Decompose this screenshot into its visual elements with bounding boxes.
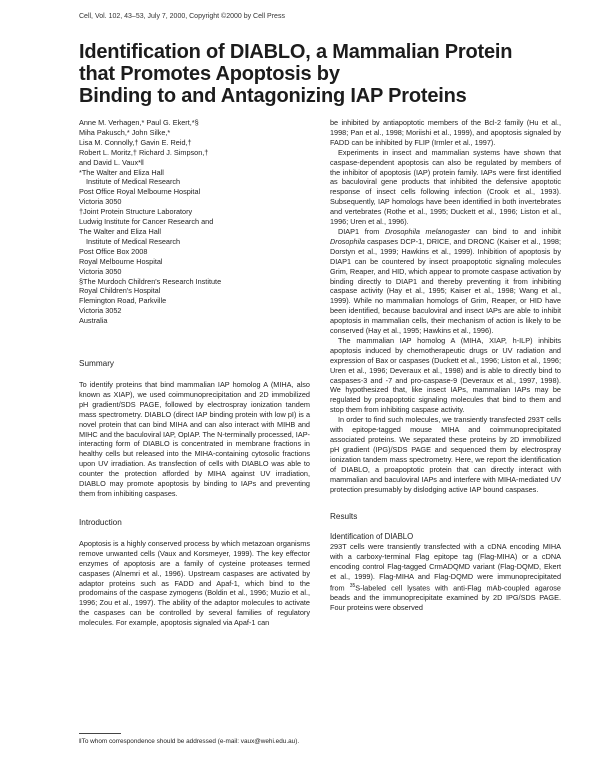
title-line: Identification of DIABLO, a Mammalian Protein [79,41,513,63]
author-line: Lisa M. Connolly,† Gavin E. Reid,† [79,137,192,147]
affiliation-line: †Joint Protein Structure Laboratory [79,207,193,217]
affiliation-line: Victoria 3052 [79,306,122,316]
paragraph-text: can bind to and inhibit [469,226,561,236]
summary-text: To identify proteins that bind mammalian IAP homolog A (MIHA, also known as XIAP), we used coimmunoprecipitation and 2D immobilized pH gradient/SDS PAGE, followed by electrospray ionization tandem mass spectrometry. DIABLO (direct IAP binding protein with low pI) is a novel protein that can bind MIHA and can also interact with MIHB and MIHC and the baculoviral IAP, OpIAP. The N-terminally processed, IAP-interacting form of DIABLO is concentrated in membrane fractions in healthy cells but released into the MIHA-containing cytosolic fractions upon UV irradiation. As transfection of cells with DIABLO was able to counter the protection afforded by MIHA against UV irradiation, DIABLO may promote apoptosis by binding to IAPs and preventing them from inhibiting caspases. [79,380,310,498]
author-line: Robert L. Moritz,† Richard J. Simpson,† [79,147,209,157]
affiliation-line: Institute of Medical Research [86,236,181,246]
author-line: Miha Pakusch,* John Silke,* [79,127,171,137]
body-paragraph [330,542,561,613]
affiliation-line: Ludwig Institute for Cancer Research and [79,217,214,227]
body-paragraph: The mammalian IAP homolog A (MIHA, XIAP, h-ILP) inhibits apoptosis induced by chemotherapeutic drugs or UV radiation and expression of Bax or caspases (Duckett et al., 1996; Liston et al., 1996; Uren et al., 1996; Deveraux et al., 1998) and is able to directly bind to caspases-3 and -7 and pro-caspase-9 (Deveraux et al., 1997, 1998). We hypothesized that, like insect IAPs, mammalian IAPs may be regulated by proapoptotic signaling molecules that bind to them and stop them from inhibiting caspase activity. [330,335,561,415]
affiliation-line: Victoria 3050 [79,266,122,276]
paragraph-text: S-labeled cell lysates with anti-Flag mAb-coupled agarose beads and the immunoprecipitate examined by 2D IPG/SDS PAGE. Four proteins were observed [330,583,561,613]
affiliation-line: Australia [79,316,108,326]
genus-name: Drosophila [330,236,365,246]
affiliation-line: *The Walter and Eliza Hall [79,167,164,177]
body-paragraph: In order to find such molecules, we transiently transfected 293T cells with epitope-tagged mouse MIHA and coimmunoprecipitated associated proteins. We separated these proteins by 2D immobilized pH gradient (IPG)/SDS PAGE and sequenced them by electrospray ionization tandem mass spectrometry. Here, we report the identification of DIABLO, a proapoptotic protein that can directly interact with mammalian and baculoviral IAPs and interfere with MIHA-mediated UV protection presumably by dislodging active IAP bound caspases. [330,415,561,494]
body-paragraph: Experiments in insect and mammalian systems have shown that caspase-dependent apoptosis can also be regulated by members of the inhibitor of apoptosis (IAP) protein family. IAPs were first identified as baculoviral gene products that inhibited the defensive apoptotic response of insect cells following infection (Crook et al., 1993). Subsequently, IAP homologs have been identified in both invertebrates and vertebrates (Rothe et al., 1995; Duckett et al., 1996; Liston et al., 1996; Uren et al., 1996). [330,147,561,227]
correspondence-footnote: ‖To whom correspondence should be addressed (e-mail: vaux@wehi.edu.au). [79,738,300,745]
footnote-rule [79,733,121,734]
article-title [79,41,559,107]
left-column [79,118,310,628]
body-paragraph: be inhibited by antiapoptotic members of the Bcl-2 family (Hu et al., 1998; Pan et al., 1998; Moriishi et al., 1999), and apoptosis signaled by FADD can be inhibited by FLIP (Irmler et al., 1997). [330,118,561,147]
author-line: Anne M. Verhagen,* Paul G. Ekert,*§ [79,118,199,127]
affiliation-line: Royal Melbourne Hospital [79,256,163,266]
right-column [330,118,561,613]
title-line: Binding to and Antagonizing IAP Proteins [79,85,467,107]
affiliation-line: Royal Children's Hospital [79,286,161,296]
author-line: and David L. Vaux*‖ [79,157,144,167]
paragraph-text: DIAP1 from [338,226,386,236]
title-line: that Promotes Apoptosis by [79,63,340,85]
affiliation-line: The Walter and Eliza Hall [79,226,162,236]
species-name: Drosophila melanogaster [385,226,470,236]
summary-heading: Summary [79,359,115,369]
affiliation-line: §The Murdoch Children's Research Institute [79,276,222,286]
affiliation-line: Victoria 3050 [79,197,122,207]
affiliation-line: Post Office Royal Melbourne Hospital [79,187,201,197]
introduction-heading: Introduction [79,517,122,527]
affiliation-line: Institute of Medical Research [86,177,181,187]
results-heading: Results [330,512,358,522]
affiliation-line: Post Office Box 2008 [79,246,148,256]
isotope-superscript: 35 [349,583,356,590]
paragraph-text: 293T cells were transiently transfected with a cDNA encoding MIHA with a carboxy-terminal Flag epitope tag (Flag-MIHA) or a cDNA encoding control Flag-tagged CrmADQMD variant (Flag-DQMD, Ekert et al., 1999). Flag-MIHA and Flag-DQMD were immunoprecipitated from [330,542,561,593]
author-block [79,118,310,326]
results-subheading: Identification of DIABLO [330,532,414,542]
journal-citation: Cell, Vol. 102, 43–53, July 7, 2000, Copyright ©2000 by Cell Press [79,13,285,20]
body-paragraph [330,227,561,336]
introduction-text: Apoptosis is a highly conserved process by which metazoan organisms remove unwanted cells (Vaux and Korsmeyer, 1999). The key effector enzymes of apoptosis are a family of cysteine proteases termed caspases (Alnemri et al., 1996). Upstream caspases are activated by adaptor proteins such as FADD and Apaf-1, which bind to the prodomains of the caspase zymogens (Boldin et al., 1996; Muzio et al., 1996; Zou et al., 1997). The ability of the adaptor molecules to activate the caspases can be controlled by several families of regulatory molecules. For example, apoptosis signaled via Apaf-1 can [79,538,310,628]
paragraph-text: caspases DCP-1, DRICE, and DRONC (Kaiser et al., 1998; Dorstyn et al., 1999; Hawkins et al., 1999). Inhibition of apoptosis by DIAP1 can be countered by insect proapoptotic signaling molecules Grim, Reaper, and HID, which appear to promote caspase activation by binding directly to DIAP1 and thereby preventing it from inhibiting caspase activity (Hay et al., 1995; Kaiser et al., 1998; Wang et al., 1999). While no mammalian homologs of Grim, Reaper, or HID have been identified, because baculoviral and insect IAPs are able to inhibit apoptosis in mammalian cells, their mechanism of action is likely to be conserved (Hay et al., 1995; Hawkins et al., 1996). [330,236,561,336]
affiliation-line: Flemington Road, Parkville [79,296,167,306]
